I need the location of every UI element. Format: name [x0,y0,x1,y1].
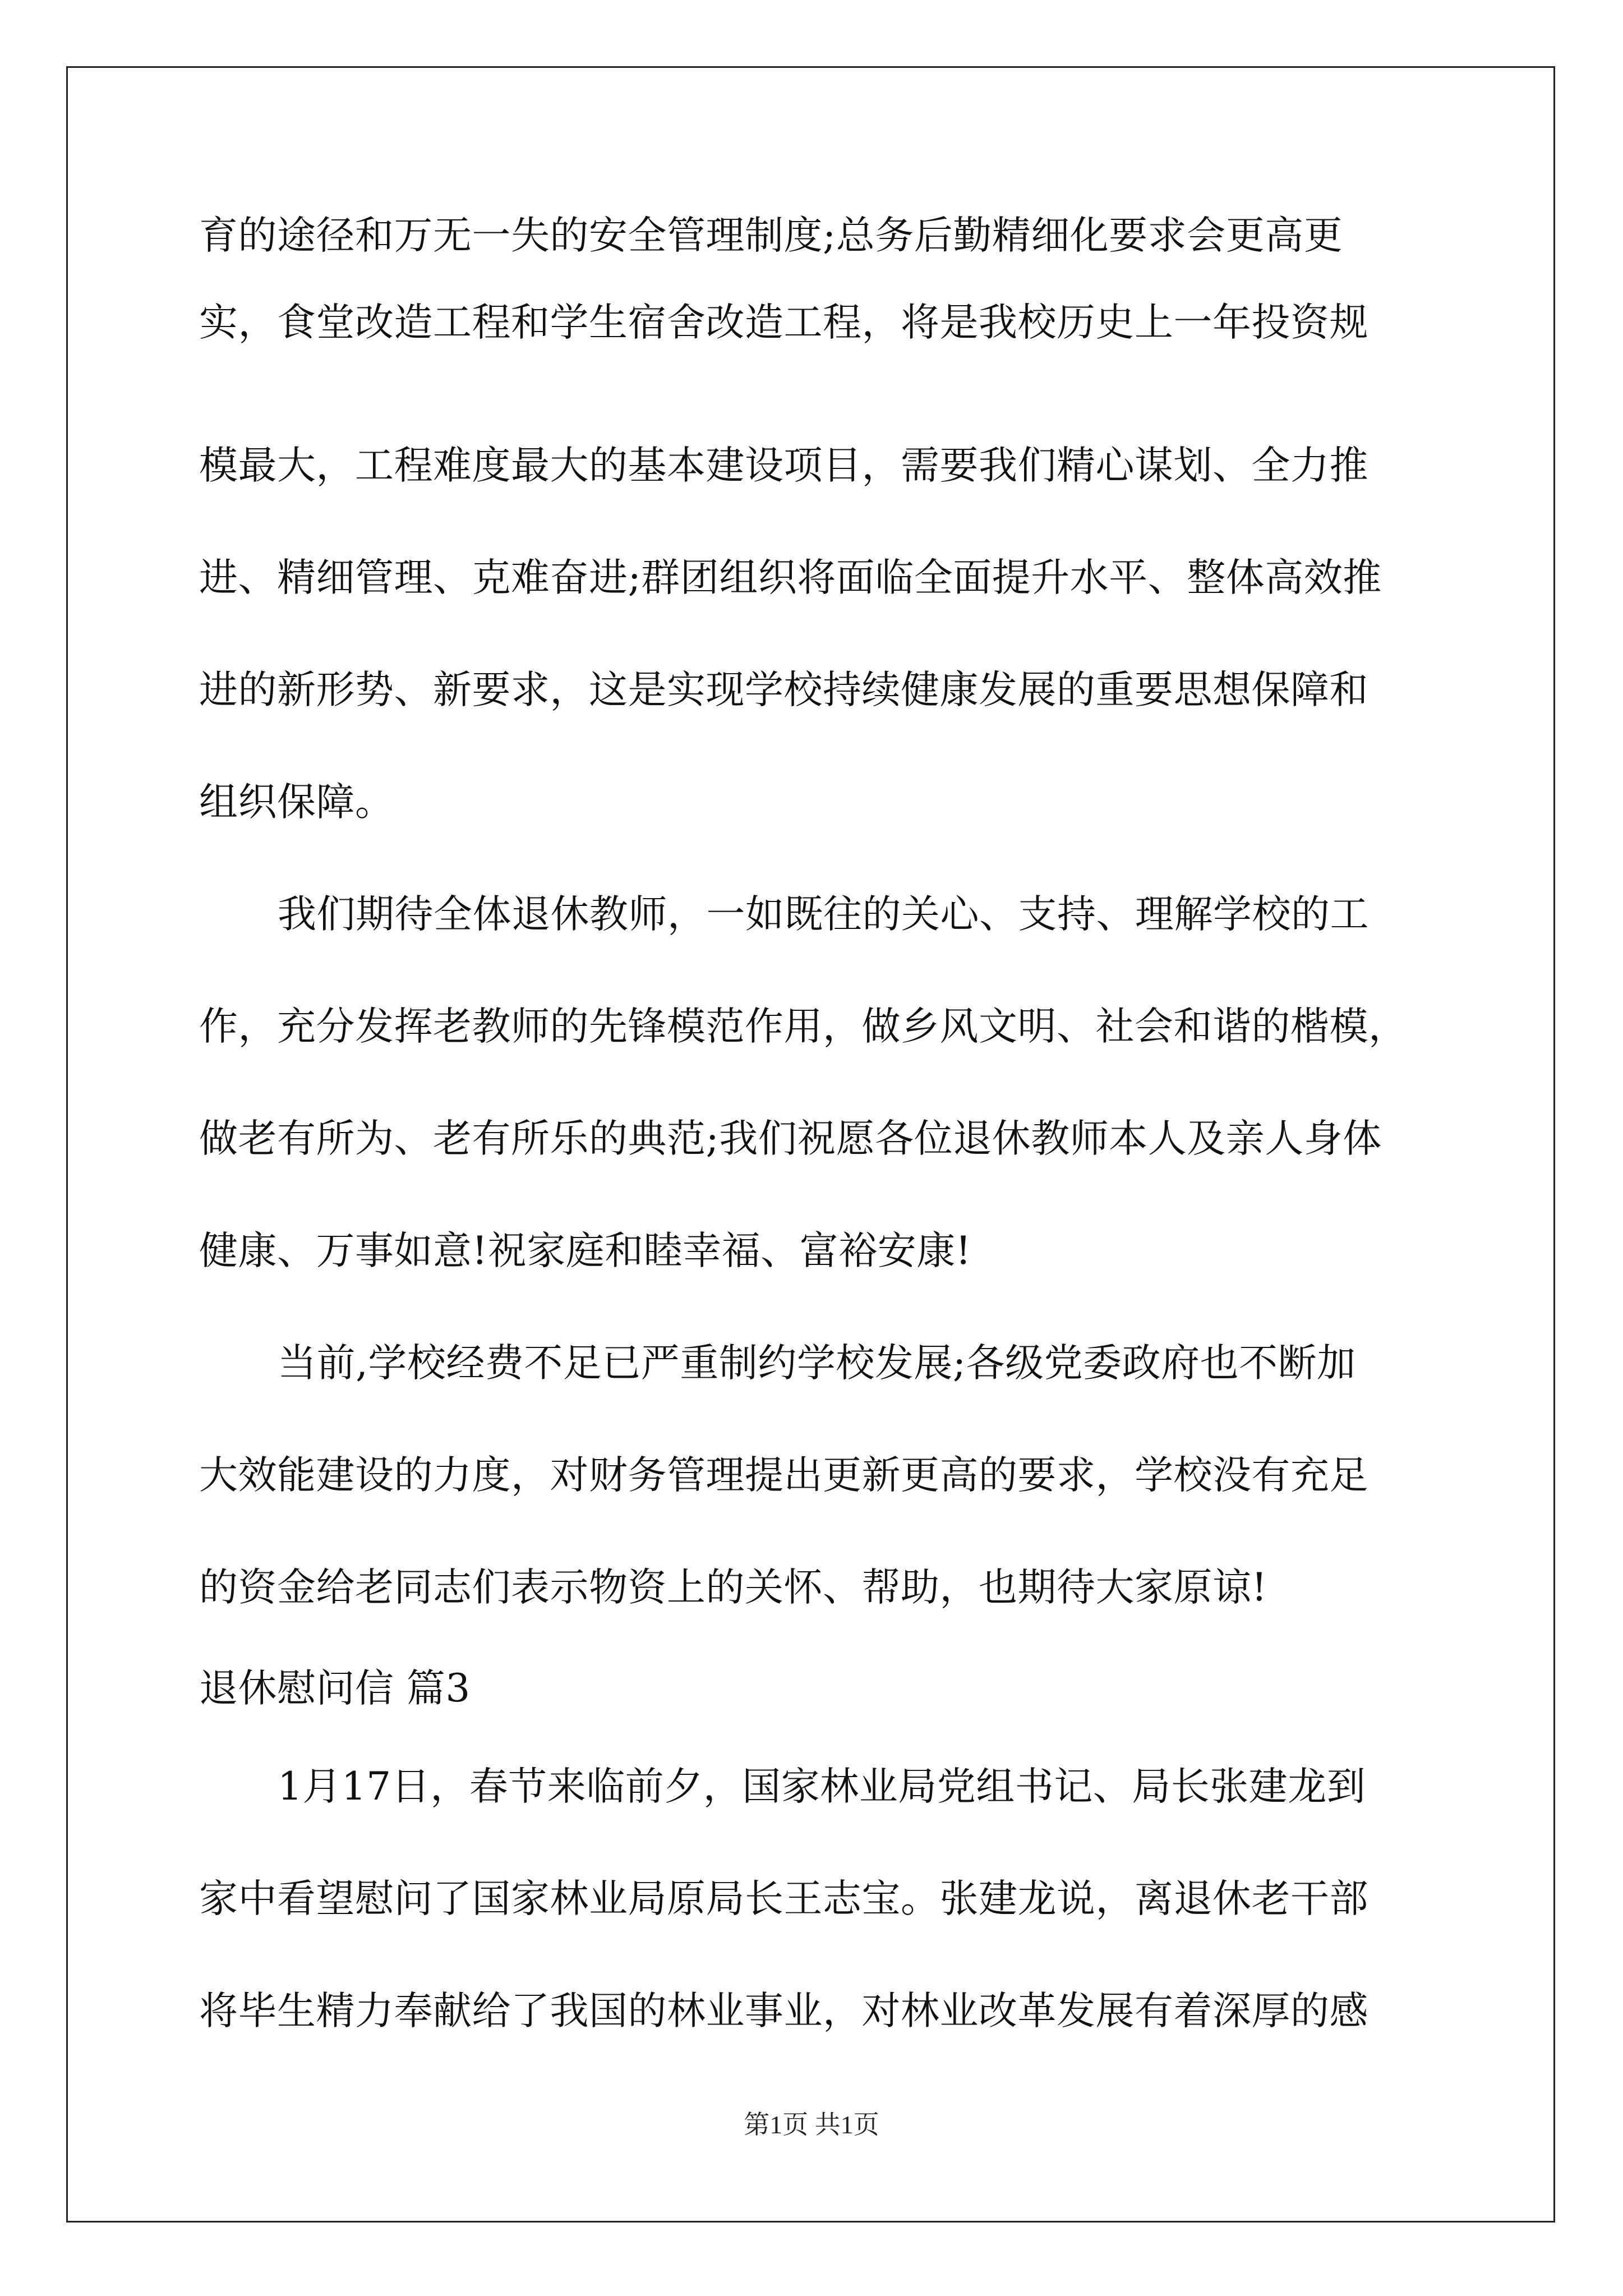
paragraph-2-line-3: 做老有所为、老有所乐的典范;我们祝愿各位退休教师本人及亲人身体 [199,1116,1382,1161]
section-paragraph-line-3: 将毕生精力奉献给了我国的林业事业，对林业改革发展有着深厚的感 [199,1989,1368,2033]
paragraph-3-line-3: 的资金给老同志们表示物资上的关怀、帮助，也期待大家原谅! [199,1565,1267,1610]
paragraph-1-line-1: 育的途径和万无一失的安全管理制度;总务后勤精细化要求会更高更 [199,213,1343,258]
section-paragraph-line-1: 1月17日，春节来临前夕，国家林业局党组书记、局长张建龙到 [278,1764,1366,1809]
paragraph-3-line-1: 当前,学校经费不足已严重制约学校发展;各级党委政府也不断加 [278,1341,1356,1386]
paragraph-3-line-2: 大效能建设的力度，对财务管理提出更新更高的要求，学校没有充足 [199,1453,1368,1498]
paragraph-1-line-6: 组织保障。 [199,780,394,825]
paragraph-2-line-4: 健康、万事如意!祝家庭和睦幸福、富裕安康! [199,1228,971,1273]
paragraph-1-line-3: 模最大，工程难度最大的基本建设项目，需要我们精心谋划、全力推 [199,443,1368,488]
paragraph-1-line-5: 进的新形势、新要求，这是实现学校持续健康发展的重要思想保障和 [199,668,1368,712]
section-heading: 退休慰问信 篇3 [199,1666,471,1711]
paragraph-1-line-4: 进、精细管理、克难奋进;群团组织将面临全面提升水平、整体高效推 [199,555,1382,600]
page-footer: 第1页 共1页 [744,2110,879,2139]
paragraph-1-line-2: 实，食堂改造工程和学生宿舍改造工程，将是我校历史上一年投资规 [199,300,1368,345]
paragraph-2-line-2: 作，充分发挥老教师的先锋模范作用，做乡风文明、社会和谐的楷模， [199,1004,1408,1049]
paragraph-2-line-1: 我们期待全体退休教师，一如既往的关心、支持、理解学校的工 [278,892,1369,937]
section-paragraph-line-2: 家中看望慰问了国家林业局原局长王志宝。张建龙说，离退休老干部 [199,1876,1368,1921]
